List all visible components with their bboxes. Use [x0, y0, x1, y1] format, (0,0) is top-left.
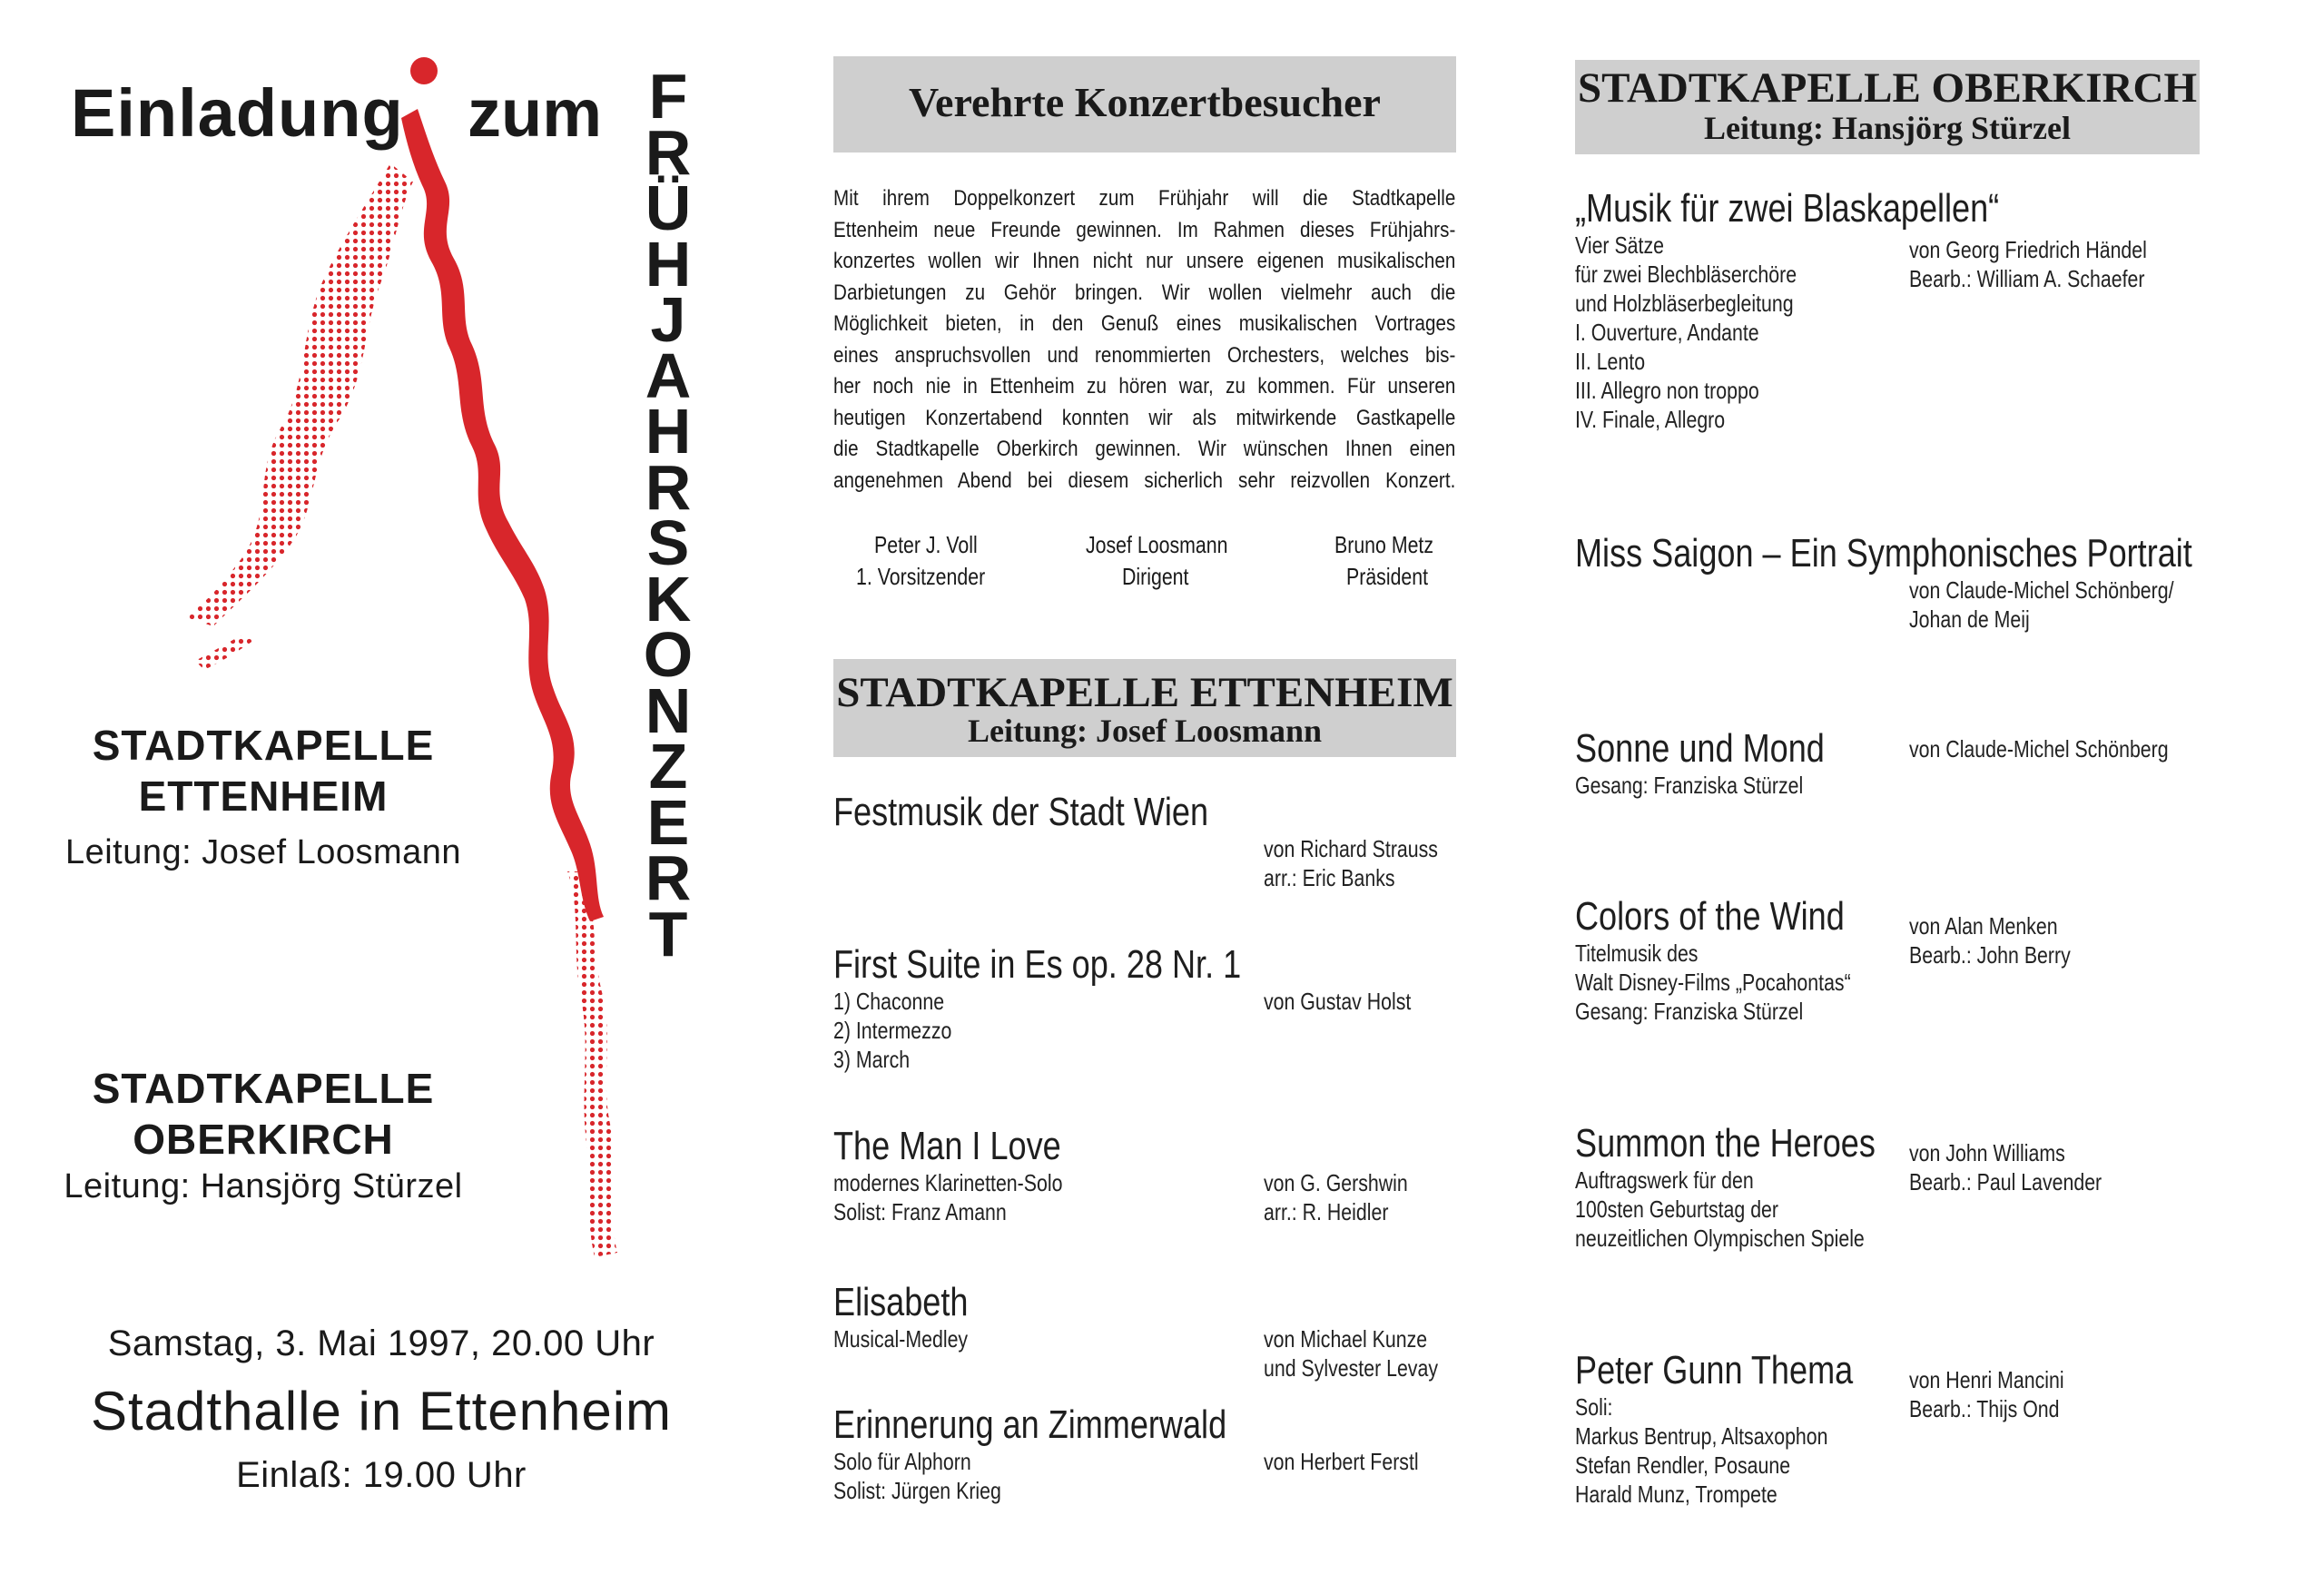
- piece-detail: neuzeitlichen Olympischen Spiele: [1575, 1225, 1865, 1252]
- piece-detail: Harald Munz, Trompete: [1575, 1481, 1777, 1508]
- piece-title: Sonne und Mond: [1575, 726, 1825, 771]
- piece-detail: Solist: Jürgen Krieg: [833, 1477, 1001, 1504]
- org2-line1: STADTKAPELLE: [92, 1065, 435, 1112]
- vertical-title: [626, 61, 710, 969]
- program-item: [1575, 531, 2301, 713]
- piece-title: Summon the Heroes: [1575, 1121, 1876, 1166]
- greeting-title: Verehrte Konzertbesucher: [909, 79, 1381, 125]
- program-item: [833, 942, 1469, 1124]
- piece-title: The Man I Love: [833, 1124, 1061, 1168]
- piece-composer: arr.: Eric Banks: [1264, 864, 1395, 891]
- piece-title: Festmusik der Stadt Wien: [833, 790, 1209, 834]
- piece-detail: 3) March: [833, 1046, 911, 1073]
- event-date: Samstag, 3. Mai 1997, 20.00 Uhr: [107, 1323, 655, 1363]
- signature-2-name: Josef Loosmann: [1086, 531, 1228, 558]
- org1-name: [54, 720, 472, 822]
- vertical-title-letter: Ü: [645, 172, 692, 243]
- piece-composer: von Georg Friedrich Händel: [1909, 236, 2147, 263]
- greeting-line: konzertes wollen wir Ihnen nicht nur unsere eigenen musikalischen: [833, 249, 1456, 273]
- piece-composer: Bearb.: Thijs Ond: [1909, 1395, 2060, 1422]
- left-panel: [0, 0, 744, 1552]
- org2-line2: OBERKIRCH: [133, 1116, 394, 1163]
- ettenheim-program: [833, 790, 1469, 1516]
- vertical-title-letter: J: [650, 284, 686, 355]
- invite-word: Einladung: [71, 75, 404, 151]
- piece-detail: 100sten Geburtstag der: [1575, 1195, 1779, 1223]
- org2-name: [54, 1063, 472, 1165]
- piece-composer: von Herbert Ferstl: [1264, 1448, 1419, 1475]
- greeting-line: heutigen Konzertabend konnten wir als mitwirkende Gastkapelle: [833, 405, 1456, 430]
- piece-composer: Bearb.: Paul Lavender: [1909, 1168, 2102, 1195]
- ettenheim-program-title: STADTKAPELLE ETTENHEIM: [836, 669, 1453, 716]
- signature-1-name: Peter J. Voll: [874, 531, 978, 558]
- vertical-title-letter: R: [645, 842, 692, 913]
- piece-composer: von Gustav Holst: [1264, 988, 1412, 1015]
- piece-detail: 2) Intermezzo: [833, 1017, 952, 1044]
- greeting-line: angenehmen Abend bei diesem sicherlich sehr reizvollen Konzert.: [833, 467, 1456, 493]
- program-item: [1575, 894, 2301, 1076]
- event-venue: Stadthalle in Ettenheim: [90, 1381, 673, 1441]
- oberkirch-program-title: STADTKAPELLE OBERKIRCH: [1577, 64, 2198, 112]
- piece-composer: arr.: R. Heidler: [1264, 1198, 1389, 1225]
- org1-line1: STADTKAPELLE: [92, 722, 435, 769]
- piece-detail: Titelmusik des: [1575, 940, 1699, 967]
- piece-detail: Solo für Alphorn: [833, 1448, 971, 1475]
- piece-title: Peter Gunn Thema: [1575, 1348, 1854, 1392]
- org2-lead: Leitung: Hansjörg Stürzel: [64, 1167, 463, 1205]
- vertical-title-letter: E: [646, 786, 690, 858]
- ettenheim-program-lead: Leitung: Josef Loosmann: [967, 713, 1323, 749]
- piece-composer: von Michael Kunze: [1264, 1325, 1428, 1353]
- program-item: [1575, 726, 2301, 908]
- program-item: [1575, 186, 2301, 433]
- piece-composer: Bearb.: John Berry: [1909, 941, 2071, 969]
- oberkirch-program: [1575, 186, 2301, 1530]
- greeting-line: Darbietungen zu Gehör bringen. Wir wollen vielmehr auch die: [833, 280, 1456, 305]
- piece-detail: Solist: Franz Amann: [833, 1198, 1007, 1225]
- event-entry: Einlaß: 19.00 Uhr: [236, 1455, 527, 1495]
- vertical-title-letter: S: [646, 507, 690, 578]
- piece-title: Miss Saigon – Ein Symphonisches Portrait: [1575, 531, 2192, 576]
- org1-lead: Leitung: Josef Loosmann: [64, 833, 462, 871]
- signature-3-role: Präsident: [1346, 563, 1429, 590]
- signature-2-role: Dirigent: [1122, 563, 1189, 590]
- vertical-title-letter: H: [645, 228, 692, 300]
- piece-detail: 1) Chaconne: [833, 988, 945, 1015]
- piece-title: First Suite in Es op. 28 Nr. 1: [833, 942, 1242, 987]
- greeting-line: Möglichkeit bieten, in den Genuß eines musikalischen Vortrages: [833, 311, 1456, 336]
- piece-detail: Gesang: Franziska Stürzel: [1575, 772, 1804, 799]
- piece-detail: Soli:: [1575, 1393, 1613, 1421]
- piece-detail: Walt Disney-Films „Pocahontas“: [1575, 969, 1851, 996]
- piece-composer: von John Williams: [1909, 1139, 2065, 1166]
- piece-detail: Vier Sätze: [1575, 231, 1664, 259]
- program-item: [833, 1124, 1469, 1305]
- piece-detail: Stefan Rendler, Posaune: [1575, 1451, 1791, 1479]
- greeting-line: eines anspruchsvollen und renommierten Orchesters, welches bis-: [833, 342, 1456, 368]
- piece-detail: I. Ouverture, Andante: [1575, 319, 1759, 346]
- piece-composer: von Claude-Michel Schönberg/: [1909, 576, 2174, 604]
- piece-composer: Bearb.: William A. Schaefer: [1909, 265, 2145, 292]
- signature-1-role: 1. Vorsitzender: [856, 563, 986, 590]
- piece-composer: von G. Gershwin: [1264, 1169, 1408, 1196]
- greeting-line: her noch nie in Ettenheim zu hören war, zu kommen. Für unseren: [833, 374, 1456, 398]
- piece-title: Colors of the Wind: [1575, 894, 1845, 939]
- piece-detail: und Holzbläserbegleitung: [1575, 290, 1794, 317]
- piece-detail: Auftragswerk für den: [1575, 1166, 1754, 1194]
- vertical-title-letter: F: [648, 61, 688, 132]
- program-item: [1575, 1121, 2301, 1303]
- piece-composer: von Henri Mancini: [1909, 1366, 2064, 1393]
- program-item: [1575, 1348, 2301, 1530]
- vertical-title-letter: O: [643, 619, 694, 690]
- signature-3-name: Bruno Metz: [1334, 531, 1434, 558]
- vertical-title-letter: N: [645, 674, 692, 746]
- vertical-title-letter: K: [645, 563, 692, 635]
- piece-detail: Musical-Medley: [833, 1325, 969, 1353]
- program-item: [833, 1402, 1469, 1584]
- vertical-title-letter: T: [648, 898, 688, 969]
- piece-title: „Musik für zwei Blaskapellen“: [1575, 186, 2000, 231]
- piece-composer: von Richard Strauss: [1264, 835, 1438, 862]
- piece-title: Elisabeth: [833, 1280, 969, 1324]
- piece-detail: Markus Bentrup, Altsaxophon: [1575, 1422, 1828, 1450]
- oberkirch-program-lead: Leitung: Hansjörg Stürzel: [1704, 110, 2071, 146]
- vertical-title-letter: Z: [648, 731, 688, 802]
- piece-composer: Johan de Meij: [1909, 605, 2030, 633]
- vertical-title-letter: R: [645, 451, 692, 523]
- vertical-title-letter: H: [645, 396, 692, 467]
- greeting-text: [833, 186, 1456, 499]
- vertical-title-letter: A: [645, 339, 692, 411]
- zum-word: zum: [468, 75, 602, 151]
- piece-composer: von Alan Menken: [1909, 912, 2058, 940]
- signatures: [833, 531, 1456, 604]
- piece-detail: für zwei Blechbläserchöre: [1575, 261, 1797, 288]
- greeting-line: die Stadtkapelle Oberkirch gewinnen. Wir wünschen Ihnen einen: [833, 437, 1456, 461]
- org1-line2: ETTENHEIM: [138, 772, 389, 820]
- piece-detail: II. Lento: [1575, 348, 1646, 375]
- piece-detail: III. Allegro non troppo: [1575, 377, 1759, 404]
- piece-title: Erinnerung an Zimmerwald: [833, 1402, 1227, 1447]
- piece-detail: Gesang: Franziska Stürzel: [1575, 998, 1804, 1025]
- vertical-title-letter: R: [645, 116, 692, 188]
- piece-composer: und Sylvester Levay: [1264, 1354, 1438, 1382]
- greeting-line: Ettenheim neue Freunde gewinnen. Im Rahmen dieses Frühjahrs-: [833, 217, 1456, 242]
- piece-detail: modernes Klarinetten-Solo: [833, 1169, 1063, 1196]
- greeting-line: Mit ihrem Doppelkonzert zum Frühjahr will die Stadtkapelle: [833, 186, 1456, 211]
- piece-detail: IV. Finale, Allegro: [1575, 406, 1726, 433]
- piece-composer: von Claude-Michel Schönberg: [1909, 735, 2169, 762]
